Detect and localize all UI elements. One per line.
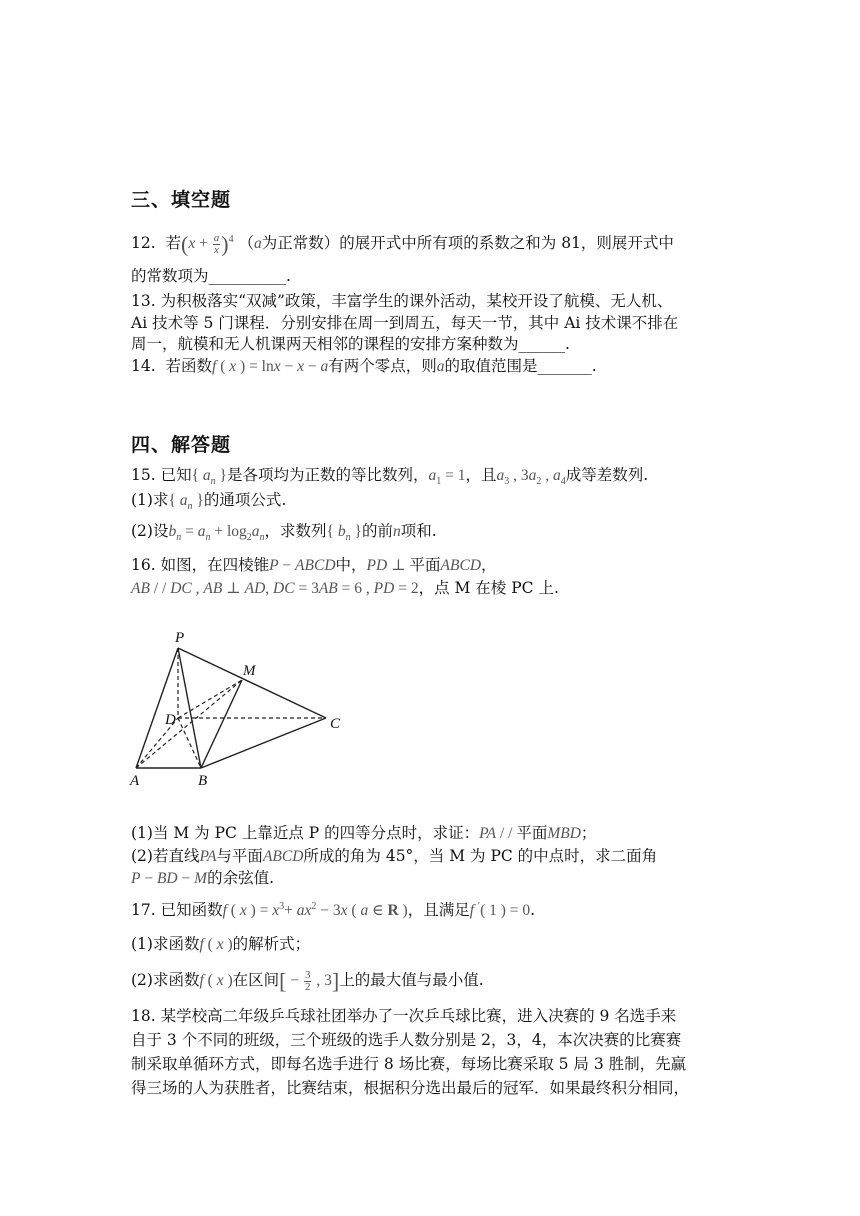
- section-title-solutions: 四、解答题: [131, 434, 232, 456]
- expression-binomial: (x + $\frac{a}{x}$ )$^4$: [181, 231, 234, 257]
- question-15-line-1: 15. 已知{ $a_n$ }是各项均为正数的等比数列，$a_1 = 1$，且$a_3$ , $3a_2$ , $a_4$成等差数列.: [131, 466, 649, 488]
- question-18-line-2: 自于 3 个不同的班级，三个班级的选手人数分别是 2，3，4，本次决赛的比赛赛: [131, 1031, 682, 1049]
- label-A: A: [130, 773, 140, 789]
- question-18-line-3: 制采取单循环方式，即每名选手进行 8 场比赛，每场比赛采取 5 局 3 胜制，先赢: [131, 1055, 687, 1073]
- question-18-line-1: 18. 某学校高二年级乒乓球社团举办了一次乒乓球比赛，进入决赛的 9 名选手来: [131, 1007, 677, 1025]
- edge-PA: [136, 648, 178, 768]
- label-P: P: [175, 630, 185, 646]
- question-17-part-1: (1)求函数f ( x )的解析式；: [131, 935, 311, 953]
- question-17-part-2: (2)求函数f ( x )在区间[ − $\frac{3}{2}$ , 3]上的最大值与最小值.: [131, 968, 484, 994]
- label-D: D: [165, 712, 176, 728]
- edge-DB: [178, 718, 201, 768]
- pyramid-figure: [128, 627, 358, 792]
- question-13-line-1: 13. 为积极落实“双减”政策，丰富学生的课外活动，某校开设了航模、无人机、: [131, 292, 673, 310]
- edge-PB: [178, 648, 201, 768]
- question-14: 14. 若函数f ( x ) = lnx − x − a有两个零点，则a的取值范围是_______.: [131, 357, 597, 375]
- question-12-line-1: 12. 若(x + $\frac{a}{x}$ )$^4$ （a为正常数）的展开式中所有项的系数之和为 81，则展开式中: [131, 231, 674, 257]
- question-15-part-2: (2)设$b_n = a_n + \log_2a_n$，求数列{ $b_n$ }的前n项和.: [131, 522, 437, 544]
- question-12-line-2: 的常数项为__________.: [131, 267, 291, 285]
- label-C: C: [330, 716, 341, 732]
- question-16-part-2-line-1: (2)若直线PA与平面ABCD所成的角为 45°，当 M 为 PC 的中点时，求二面角: [131, 847, 658, 865]
- question-16-part-2-line-2: P − BD − M的余弦值.: [131, 869, 274, 887]
- question-18-line-4: 得三场的人为获胜者，比赛结束，根据积分选出最后的冠军．如果最终积分相同，: [131, 1079, 690, 1097]
- label-B: B: [198, 773, 208, 789]
- edge-PC: [178, 648, 326, 718]
- question-16-line-1: 16. 如图，在四棱锥P − ABCD中，PD ⊥ 平面ABCD，: [131, 556, 497, 574]
- question-16-line-2: AB / / DC , AB ⊥ AD, DC = 3AB = 6 , PD = 2，点 M 在棱 PC 上.: [131, 579, 559, 597]
- edge-BC: [201, 718, 326, 768]
- question-15-part-1: (1)求{ $a_n$ }的通项公式.: [131, 491, 287, 513]
- section-title-fill-blank: 三、填空题: [131, 189, 232, 211]
- question-16-part-1: (1)当 M 为 PC 上靠近点 P 的四等分点时，求证：PA / / 平面MBD；: [131, 824, 597, 842]
- question-13-line-2: Ai 技术等 5 门课程．分别安排在周一到周五，每天一节，其中 Ai 技术课不排在: [131, 314, 679, 332]
- question-17-line-1: 17. 已知函数f ( x ) = $x^3+ ax^2 - 3x$ ( a ∈ R )，且满足f ′( 1 ) = 0.: [131, 900, 536, 919]
- question-13-line-3: 周一，航模和无人机课两天相邻的课程的安排方案种数为______.: [131, 335, 570, 353]
- label-M: M: [243, 663, 256, 679]
- expression-function-f: f ( x ) = lnx − x − a: [212, 358, 329, 375]
